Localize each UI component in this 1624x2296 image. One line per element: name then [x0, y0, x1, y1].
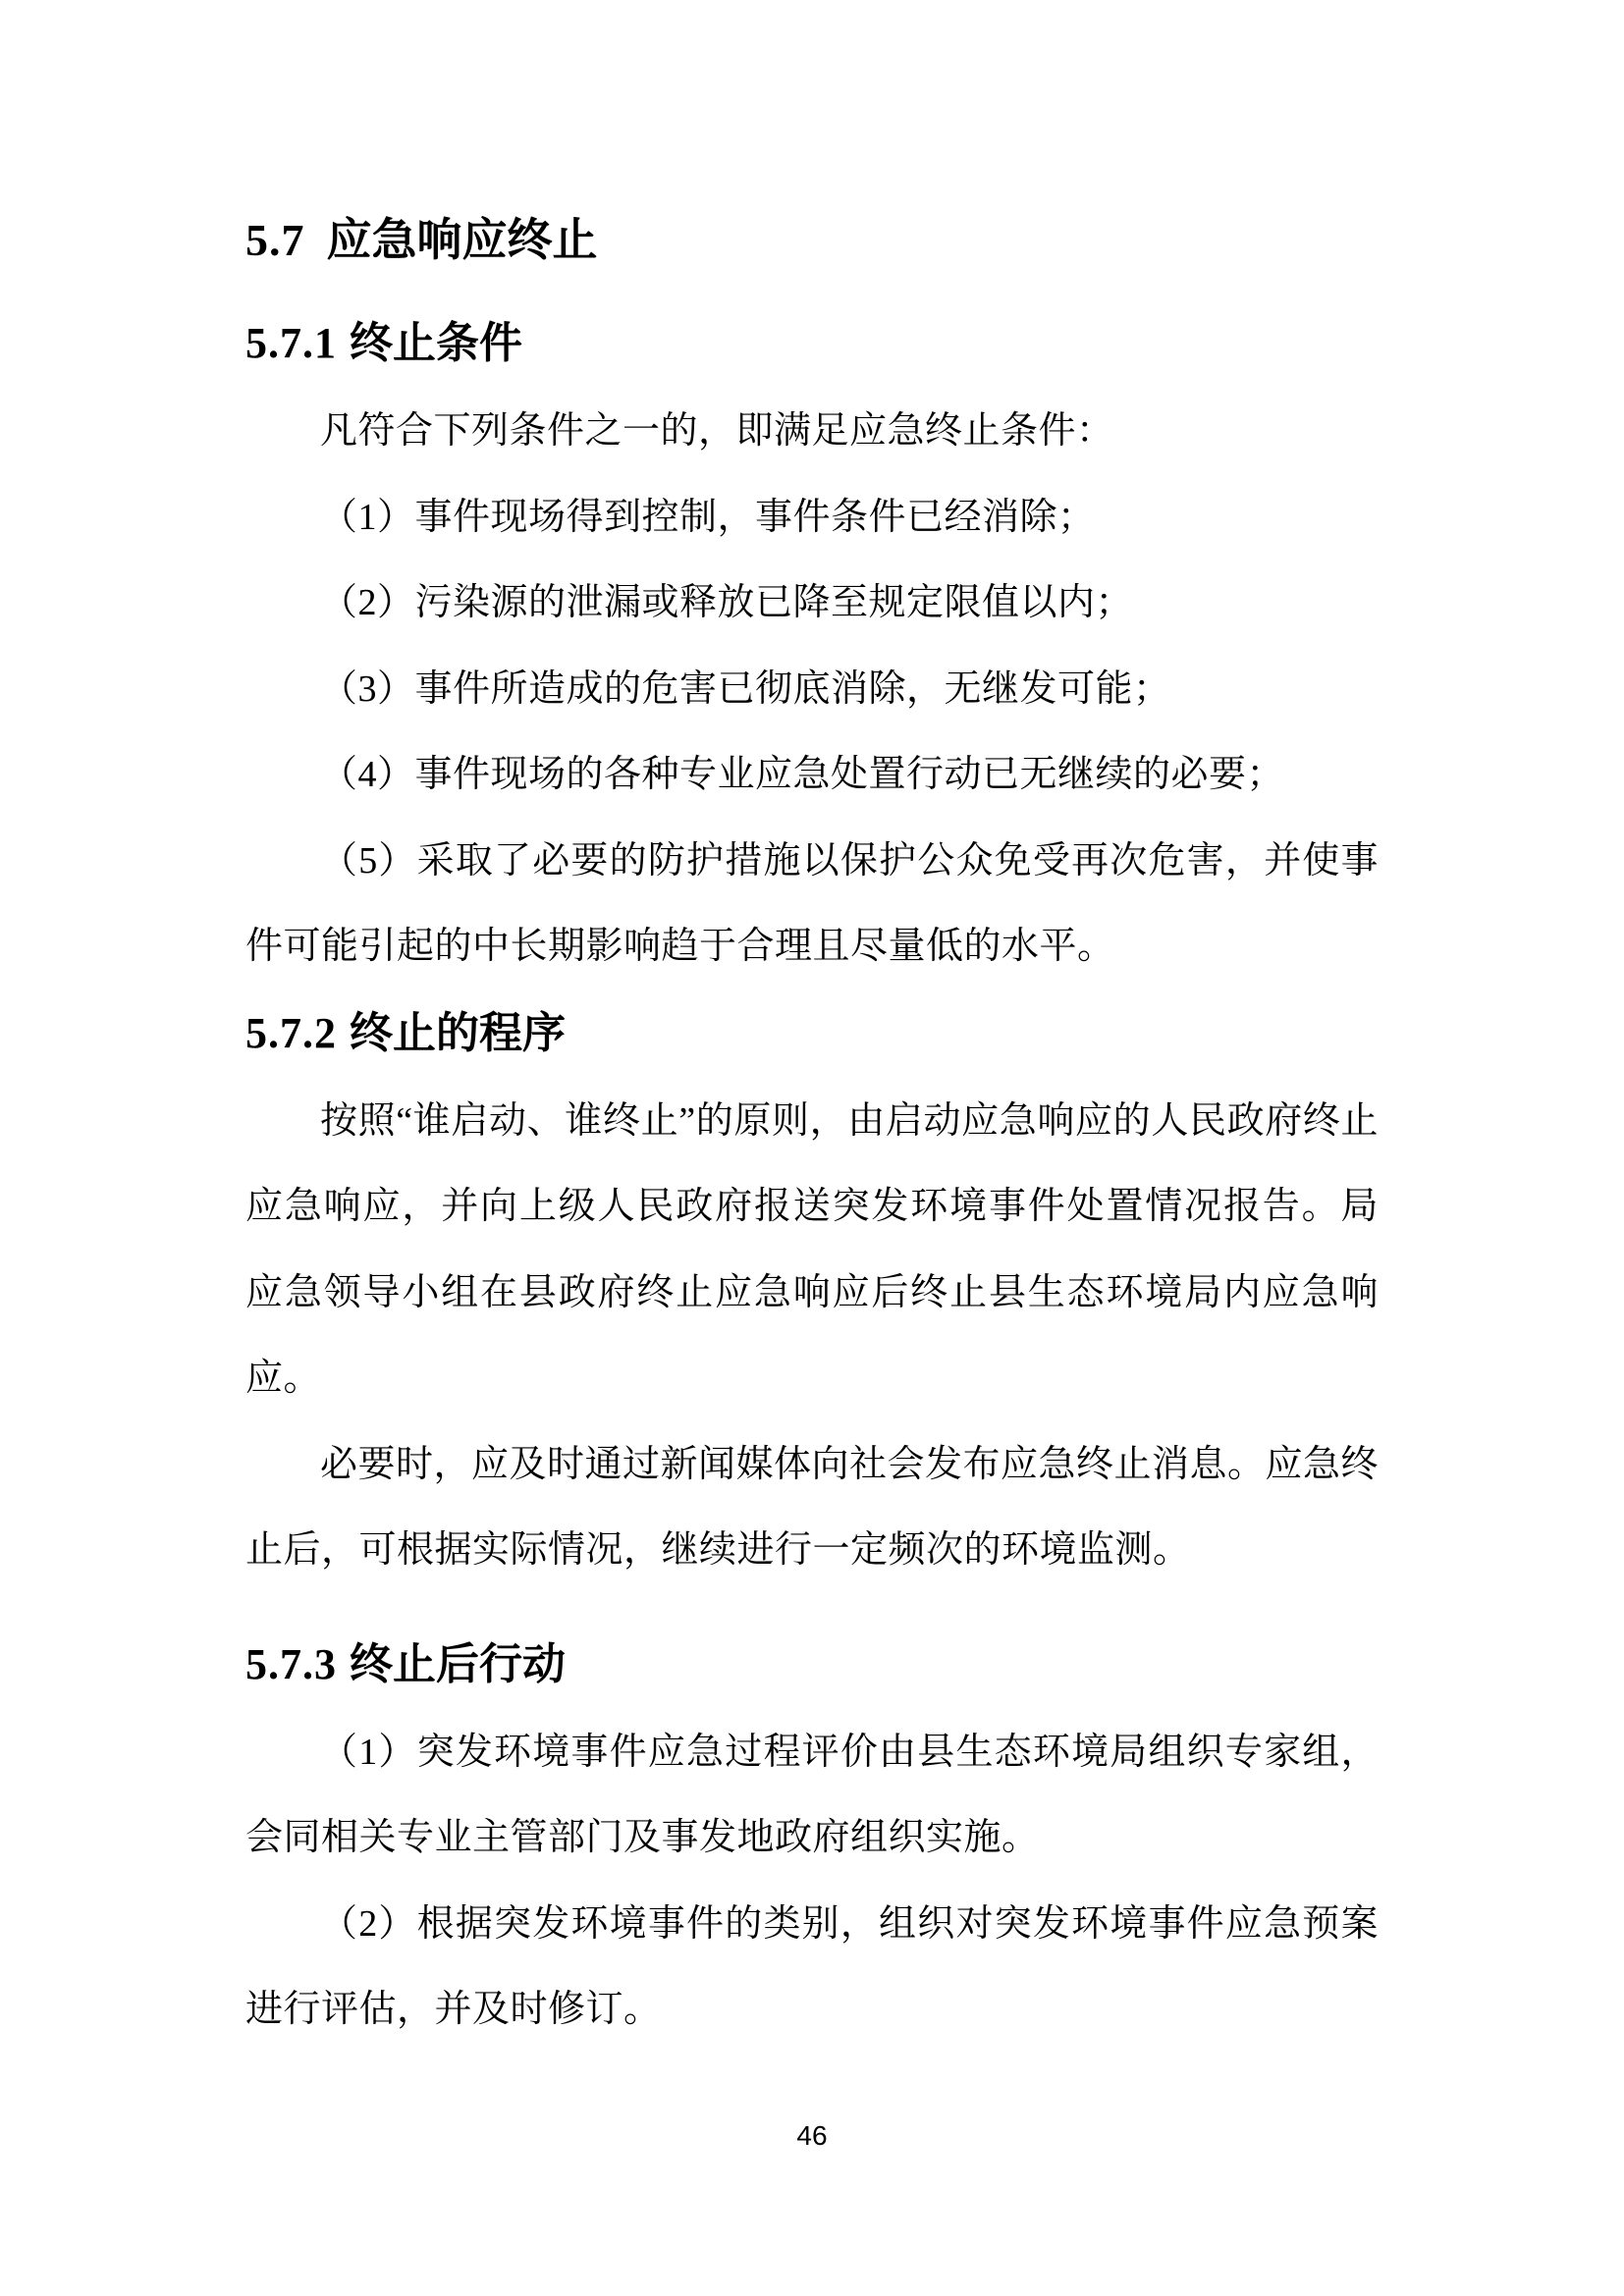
- document-content: [245, 197, 1379, 2054]
- heading-number: 5.7.2: [245, 1008, 337, 1057]
- paragraph: 必要时，应及时通过新闻媒体向社会发布应急终止消息。应急终止后，可根据实际情况，继续进行一定频次的环境监测。: [245, 1443, 1380, 1571]
- paragraph: （1）突发环境事件应急过程评价由县生态环境局组织专家组，会同相关专业主管部门及事发地政府组织实施。: [245, 1731, 1379, 1858]
- section-heading: [245, 197, 1379, 284]
- heading-title: 终止后行动: [350, 1639, 566, 1688]
- subsection-heading: [245, 1622, 1379, 1708]
- heading-number: 5.7: [245, 215, 305, 265]
- paragraph: （2）污染源的泄漏或释放已降至规定限值以内；: [320, 582, 1134, 623]
- paragraph: 凡符合下列条件之一的，即满足应急终止条件：: [320, 410, 1114, 452]
- paragraph: （3）事件所造成的危害已彻底消除，无继发可能；: [320, 667, 1171, 710]
- heading-title: 应急响应终止: [326, 215, 598, 265]
- heading-number: 5.7.1: [245, 319, 337, 367]
- paragraph: （1）事件现场得到控制，事件条件已经消除；: [320, 496, 1096, 538]
- subsection-heading: [245, 300, 1379, 387]
- paragraph: 按照“谁启动、谁终止”的原则，由启动应急响应的人民政府终止应急响应，并向上级人民政府报送突发环境事件处置情况报告。局应急领导小组在县政府终止应急响应后终止县生态环境局内应急响应。: [245, 1099, 1379, 1399]
- paragraph: （5）采取了必要的防护措施以保护公众免受再次危害，并使事件可能引起的中长期影响趋于合理且尽量低的水平。: [245, 839, 1379, 967]
- paragraph: （2）根据突发环境事件的类别，组织对突发环境事件应急预案进行评估，并及时修订。: [245, 1902, 1379, 2030]
- heading-title: 终止条件: [350, 319, 522, 367]
- paragraph: （4）事件现场的各种专业应急处置行动已无继续的必要；: [320, 754, 1285, 795]
- subsection-heading: [245, 990, 1379, 1077]
- heading-number: 5.7.3: [245, 1639, 337, 1688]
- heading-title: 终止的程序: [350, 1008, 566, 1057]
- page-number: 46: [796, 2120, 828, 2151]
